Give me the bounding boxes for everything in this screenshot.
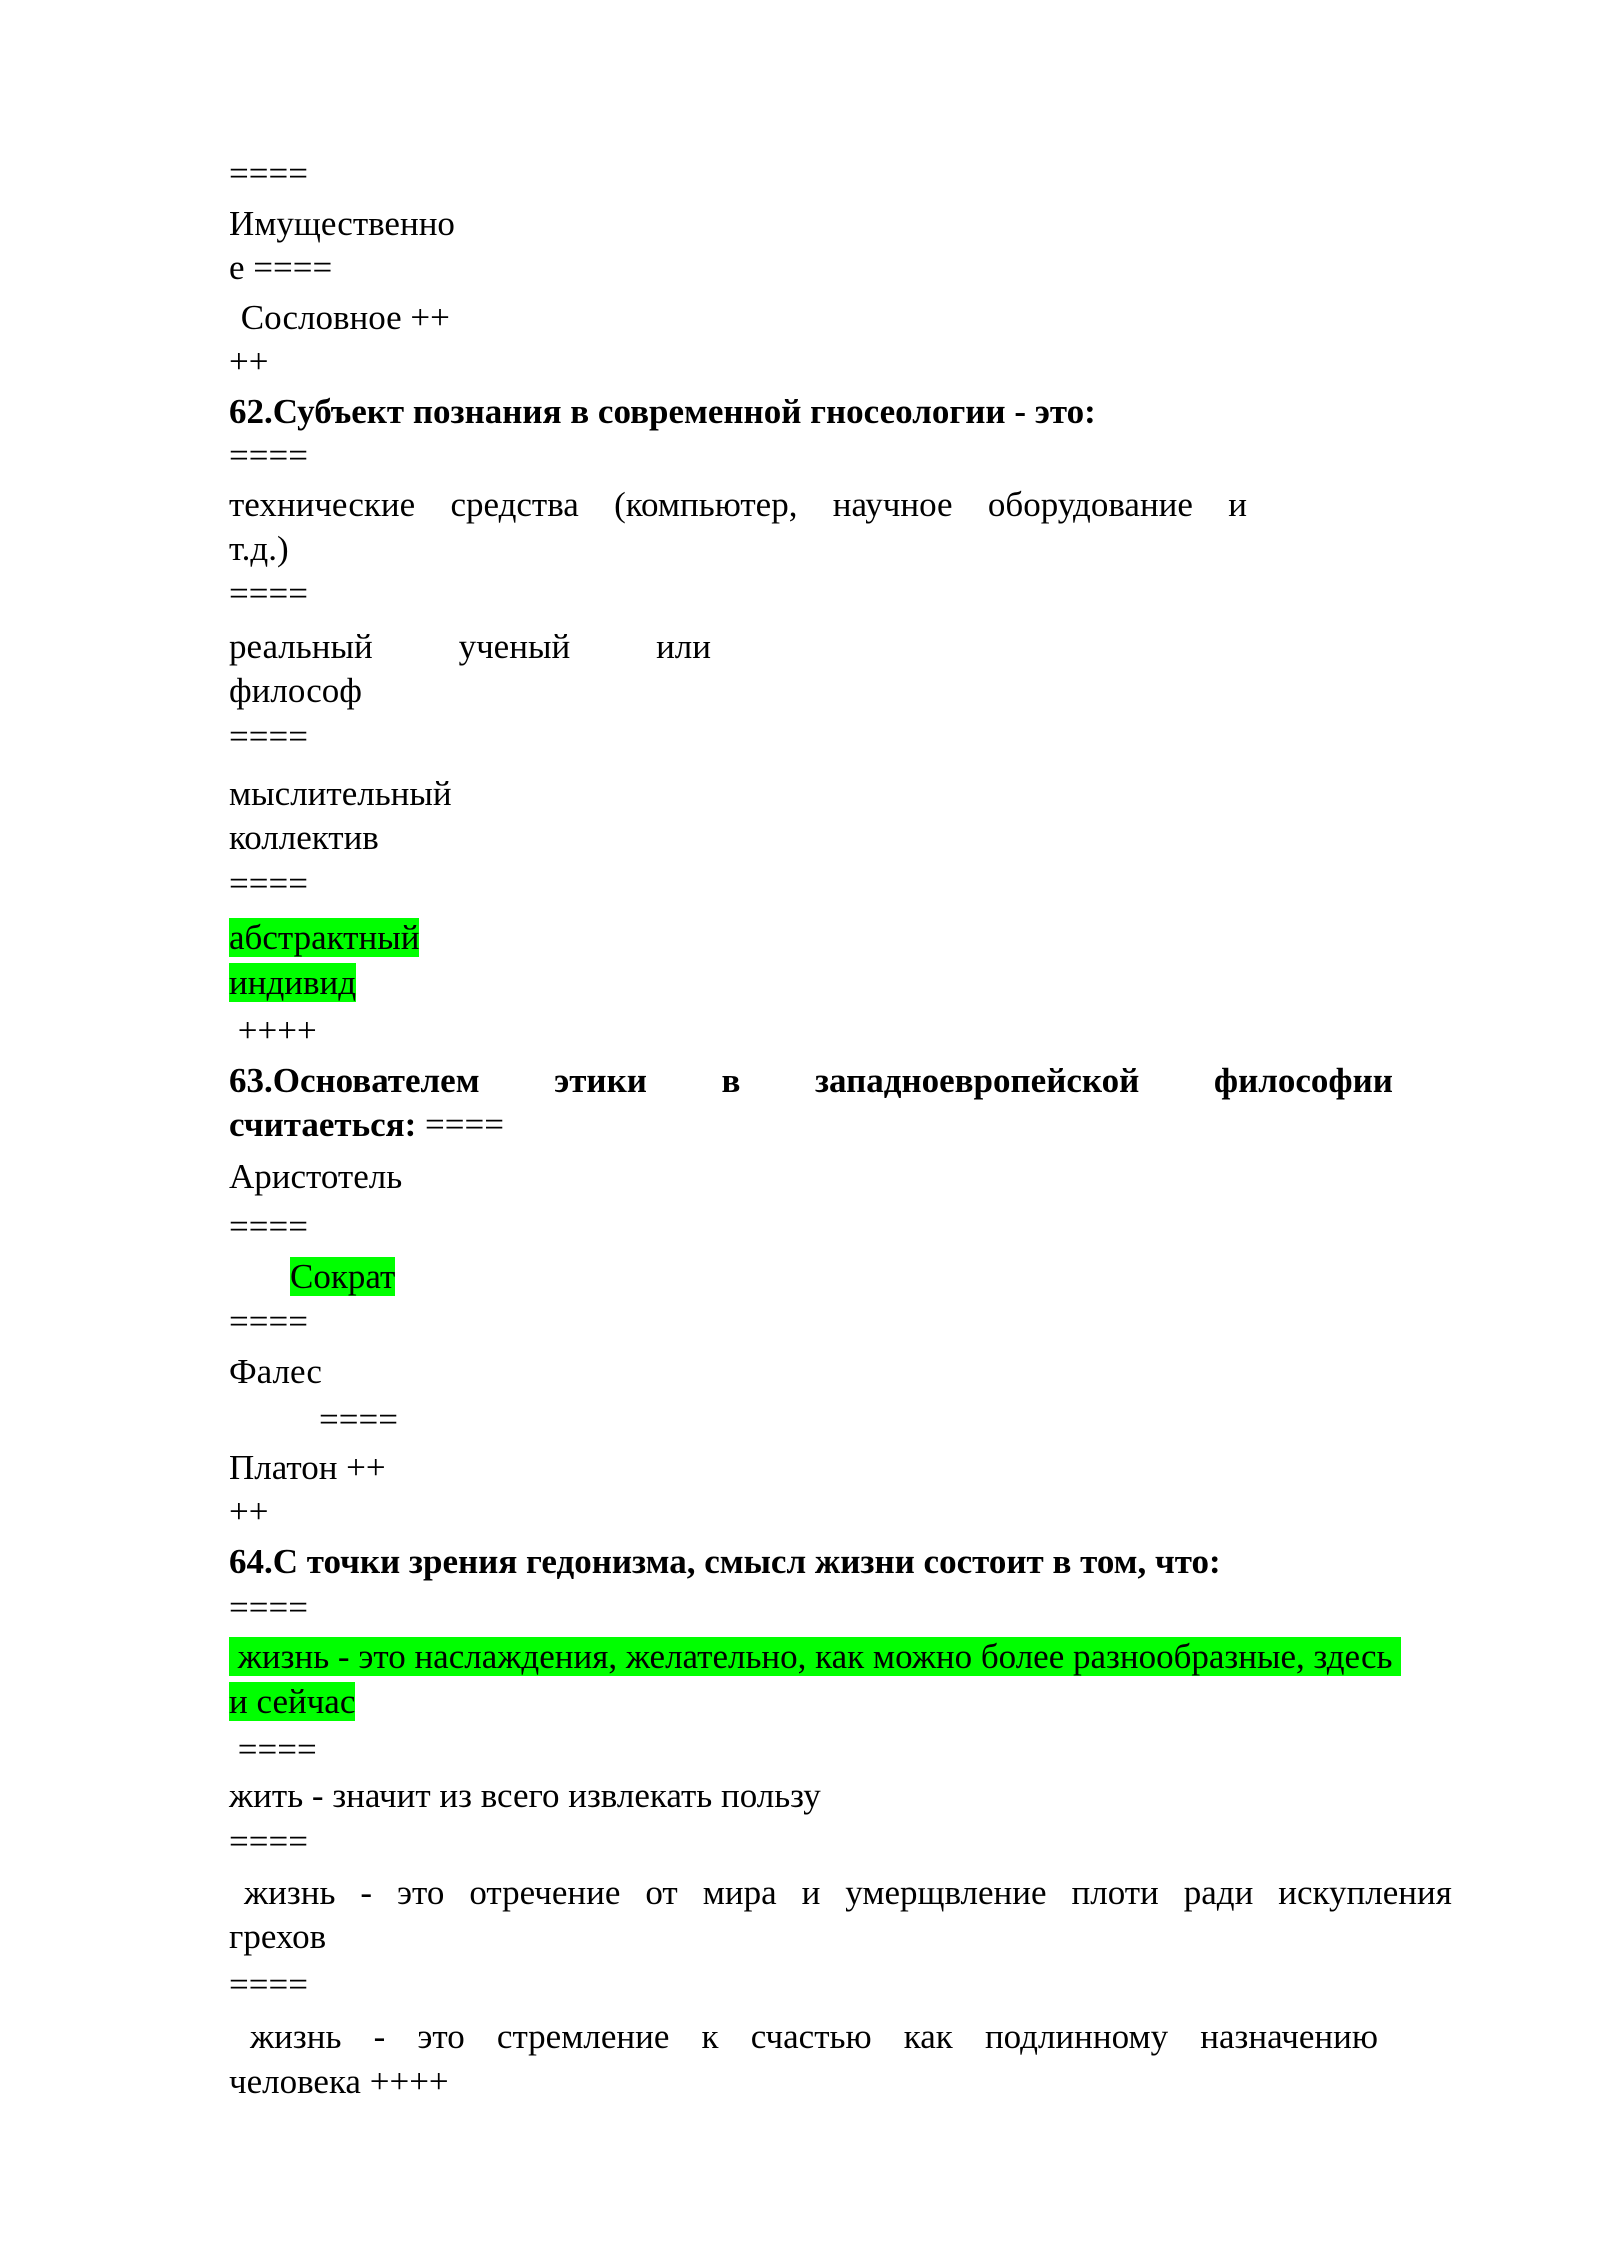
- highlighted-answer: жизнь - это наслаждения, желательно, как можно более разнообразные, здесь: [229, 1637, 1402, 1676]
- word: счастью: [750, 2017, 872, 2056]
- separator: ====: [416, 1105, 504, 1144]
- word: это: [397, 1873, 445, 1912]
- word: это: [417, 2017, 465, 2056]
- word: как: [903, 2017, 953, 2056]
- answer-marker: ++: [229, 1492, 269, 1531]
- question-63-title-cont: [229, 1103, 504, 1147]
- question-62-title: 62.Субъект познания в современной гносеологии - это:: [229, 392, 1096, 431]
- answer-option-pleasure-cont: [229, 1680, 355, 1724]
- word: 63.Основателем: [229, 1061, 480, 1100]
- answer-option-socrates: [290, 1255, 395, 1299]
- answer-option-technical-means-cont: т.д.): [229, 529, 289, 568]
- word: умерщвление: [845, 1873, 1047, 1912]
- answer-option-property-cont: е ====: [229, 248, 333, 287]
- answer-option-thinking-collective: мыслительный: [229, 774, 452, 813]
- word: реальный: [229, 627, 373, 666]
- highlighted-answer: индивид: [229, 963, 357, 1002]
- answer-option-thales: Фалес: [229, 1352, 322, 1391]
- word: западноевропейской: [814, 1061, 1140, 1100]
- word: назначению: [1200, 2017, 1378, 2056]
- word: технические: [229, 485, 416, 524]
- word: в: [721, 1061, 741, 1100]
- separator: ====: [229, 154, 308, 193]
- word: жизнь: [250, 2017, 342, 2056]
- answer-option-renunciation-cont: грехов: [229, 1917, 327, 1956]
- word: от: [645, 1873, 678, 1912]
- highlighted-answer: абстрактный: [229, 918, 420, 957]
- word: философии: [1213, 1061, 1393, 1100]
- word: или: [656, 627, 711, 666]
- word: -: [360, 1873, 373, 1912]
- separator: ====: [319, 1400, 398, 1439]
- word: мира: [702, 1873, 777, 1912]
- answer-option-plato: Платон ++: [229, 1448, 386, 1487]
- answer-option-property: Имущественно: [229, 204, 455, 243]
- word: жизнь: [244, 1873, 336, 1912]
- word: стремление: [496, 2017, 670, 2056]
- separator: ====: [229, 1207, 308, 1246]
- answer-marker: ++: [229, 342, 269, 381]
- answer-option-renunciation: [244, 1871, 1452, 1915]
- word: -: [373, 2017, 386, 2056]
- word: искупления: [1278, 1873, 1452, 1912]
- separator: ====: [229, 1965, 308, 2004]
- separator: ====: [229, 1302, 308, 1341]
- word: отречение: [469, 1873, 621, 1912]
- word: (компьютер,: [614, 485, 798, 524]
- separator: ====: [229, 864, 308, 903]
- word: ради: [1183, 1873, 1254, 1912]
- answer-option-real-scientist: [229, 625, 711, 669]
- answer-option-thinking-collective-cont: коллектив: [229, 818, 379, 857]
- word: и: [801, 1873, 821, 1912]
- answer-option-happiness-cont: человека ++++: [229, 2062, 449, 2101]
- answer-option-abstract-individual: [229, 916, 419, 960]
- question-63-title: [229, 1059, 1393, 1103]
- word: оборудование: [987, 485, 1193, 524]
- answer-option-abstract-individual-cont: [229, 961, 356, 1005]
- answer-option-real-scientist-cont: философ: [229, 671, 362, 710]
- word: плоти: [1071, 1873, 1159, 1912]
- title-end: считаеться:: [229, 1105, 417, 1144]
- separator: ====: [229, 574, 308, 613]
- word: ученый: [458, 627, 571, 666]
- answer-option-happiness: [250, 2015, 1378, 2059]
- answer-end-marker: ++++: [229, 1011, 317, 1050]
- separator: ====: [229, 436, 308, 475]
- answer-option-pleasure: [229, 1635, 1401, 1679]
- separator: ====: [229, 1588, 308, 1627]
- answer-option-technical-means: [229, 483, 1247, 527]
- question-64-title: 64.С точки зрения гедонизма, смысл жизни состоит в том, что:: [229, 1542, 1221, 1581]
- word: этики: [554, 1061, 647, 1100]
- highlighted-answer: и сейчас: [229, 1682, 356, 1721]
- answer-option-benefit: жить - значит из всего извлекать пользу: [229, 1776, 821, 1815]
- answer-option-aristotle: Аристотель: [229, 1157, 403, 1196]
- word: научное: [832, 485, 953, 524]
- separator: ====: [229, 717, 308, 756]
- separator: ====: [229, 1730, 317, 1769]
- highlighted-answer: Сократ: [290, 1257, 396, 1296]
- word: к: [701, 2017, 719, 2056]
- answer-option-estate: Сословное ++: [232, 298, 450, 337]
- word: подлинному: [984, 2017, 1169, 2056]
- word: средства: [450, 485, 579, 524]
- separator: ====: [229, 1822, 308, 1861]
- word: и: [1228, 485, 1247, 524]
